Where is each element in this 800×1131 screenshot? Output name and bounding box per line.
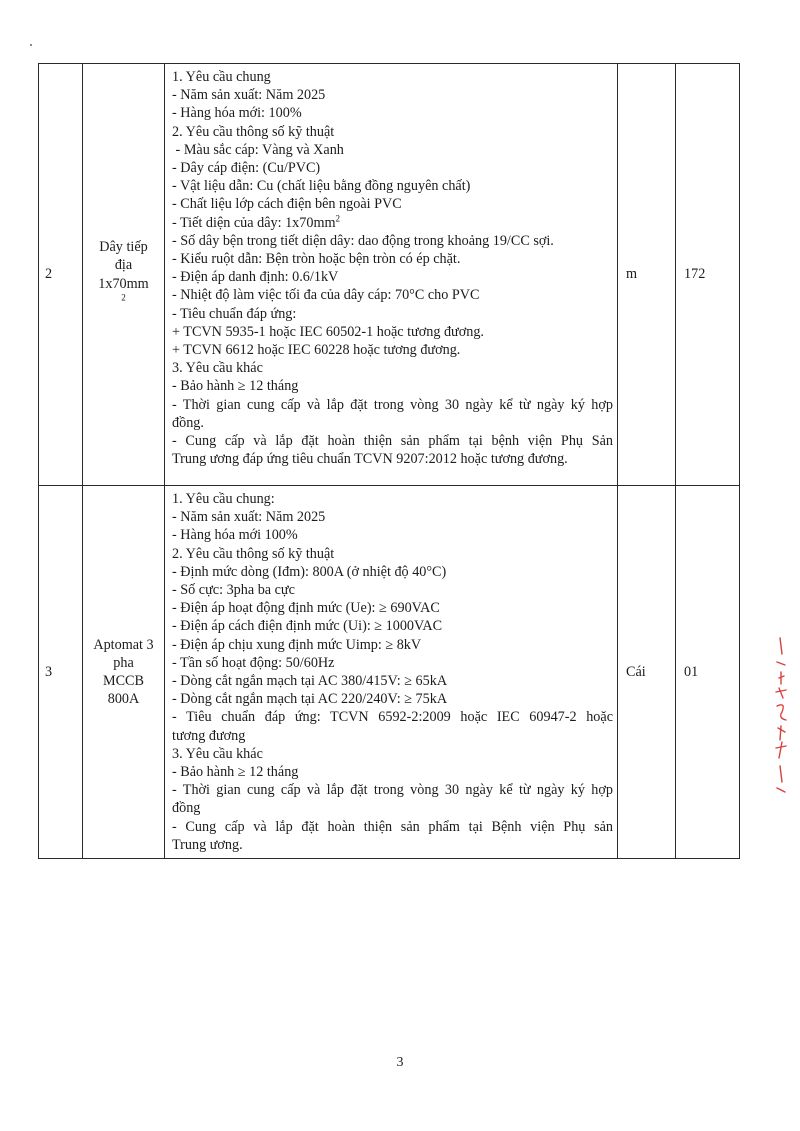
- spec-line: 2. Yêu cầu thông số kỹ thuật: [172, 123, 335, 140]
- spec-line: 1. Yêu cầu chung:: [172, 491, 275, 507]
- item-name-line: Aptomat 3: [93, 636, 154, 653]
- item-name-line: địa: [114, 257, 133, 274]
- spec-line: - Tiêu chuẩn đáp ứng: TCVN 6592-2:2009 hoặc IEC 60947-2 hoặc: [172, 709, 613, 726]
- spec-line: - Dòng cắt ngắn mạch tại AC 380/415V: ≥ 65kA: [172, 673, 448, 690]
- item-name-line: 1x70mm $^2$: [98, 275, 149, 302]
- spec-line: - Bảo hành ≥ 12 tháng: [172, 764, 299, 781]
- item-name-cell: [83, 486, 165, 859]
- spec-line: - Điện áp hoạt động định mức (Ue): ≥ 690VAC: [172, 600, 440, 617]
- spec-line: Trung ương.: [172, 836, 243, 853]
- spec-line: - Số cực: 3pha ba cực: [172, 582, 295, 599]
- margin-stamp: [766, 632, 796, 802]
- spec-line: - Nhiệt độ làm việc tối đa của dây cáp: 70°C cho PVC: [172, 287, 480, 304]
- unit-cell: Cái: [618, 486, 676, 859]
- spec-line: đồng.: [172, 414, 204, 431]
- spec-line: - Định mức dòng (Iđm): 800A (ở nhiệt độ 40°C): [172, 563, 447, 580]
- spec-line: đồng: [172, 800, 201, 817]
- spec-line: - Kiểu ruột dẫn: Bện tròn hoặc bện tròn có ép chặt.: [172, 251, 461, 268]
- unit-cell: m: [618, 64, 676, 486]
- spec-line: - Số dây bện trong tiết diện dây: dao động trong khoảng 19/CC sợi.: [172, 232, 554, 249]
- spec-line: Trung ương đáp ứng tiêu chuẩn TCVN 9207:2012 hoặc tương đương.: [172, 451, 568, 468]
- spec-line: - Thời gian cung cấp và lắp đặt trong vòng 30 ngày kể từ ngày ký hợp: [172, 396, 613, 413]
- spec-line: 1. Yêu cầu chung: [172, 69, 271, 85]
- table-row: [39, 486, 740, 859]
- spec-line: - Điện áp danh định: 0.6/1kV: [172, 269, 339, 286]
- spec-line: - Tiêu chuẩn đáp ứng:: [172, 305, 297, 322]
- spec-line: - Cung cấp và lắp đặt hoàn thiện sản phẩm tại bệnh viện Phụ Sản: [172, 433, 613, 450]
- spec-line: - Năm sản xuất: Năm 2025: [172, 87, 326, 104]
- spec-line: - Hàng hóa mới 100%: [172, 527, 298, 544]
- spec-line: + TCVN 6612 hoặc IEC 60228 hoặc tương đương.: [172, 342, 461, 359]
- specification-table: [38, 63, 740, 859]
- quantity-cell: 01: [676, 486, 740, 859]
- spec-line: 3. Yêu cầu khác: [172, 745, 263, 762]
- item-name-line: pha: [113, 654, 134, 671]
- table-row: [39, 64, 740, 486]
- item-name-cell: [83, 64, 165, 486]
- spec-line: - Thời gian cung cấp và lắp đặt trong vòng 30 ngày kể từ ngày ký hợp: [172, 782, 613, 799]
- spec-line: - Dòng cắt ngắn mạch tại AC 220/240V: ≥ 75kA: [172, 691, 448, 708]
- page-number: 3: [396, 1055, 404, 1070]
- quantity-cell: 172: [676, 64, 740, 486]
- row-number-cell: 2: [39, 64, 83, 486]
- spec-line: 2. Yêu cầu thông số kỹ thuật: [172, 545, 335, 562]
- spec-line: - Hàng hóa mới: 100%: [172, 105, 302, 122]
- spec-line: - Chất liệu lớp cách điện bên ngoài PVC: [172, 196, 402, 213]
- spec-line: + TCVN 5935-1 hoặc IEC 60502-1 hoặc tương đương.: [172, 323, 484, 340]
- spec-line: - Điện áp chịu xung định mức Uimp: ≥ 8kV: [172, 636, 422, 653]
- spec-line: 3. Yêu cầu khác: [172, 360, 263, 377]
- spec-line: - Năm sản xuất: Năm 2025: [172, 509, 326, 526]
- item-name-line: 800A: [107, 691, 140, 708]
- spec-line: - Dây cáp điện: (Cu/PVC): [172, 160, 321, 177]
- scan-speck: [30, 44, 32, 46]
- spec-line: - Vật liệu dẫn: Cu (chất liệu bằng đồng nguyên chất): [172, 178, 471, 195]
- spec-line: - Bảo hành ≥ 12 tháng: [172, 378, 299, 395]
- spec-line: tương đương: [172, 727, 246, 744]
- item-name-line: Dây tiếp: [99, 239, 148, 256]
- specification-cell: [165, 486, 618, 859]
- spec-line: - Điện áp cách điện định mức (Ui): ≥ 1000VAC: [172, 618, 443, 635]
- spec-line: - Tần số hoạt động: 50/60Hz: [172, 654, 335, 671]
- spec-line: - Tiết diện của dây: $1x70mm^2$: [172, 212, 341, 231]
- row-number-cell: 3: [39, 486, 83, 859]
- specification-cell: [165, 64, 618, 486]
- spec-line: - Màu sắc cáp: Vàng và Xanh: [172, 141, 344, 158]
- spec-line: - Cung cấp và lắp đặt hoàn thiện sản phẩm tại Bệnh viện Phụ sản: [172, 818, 613, 835]
- item-name-line: MCCB: [102, 673, 144, 690]
